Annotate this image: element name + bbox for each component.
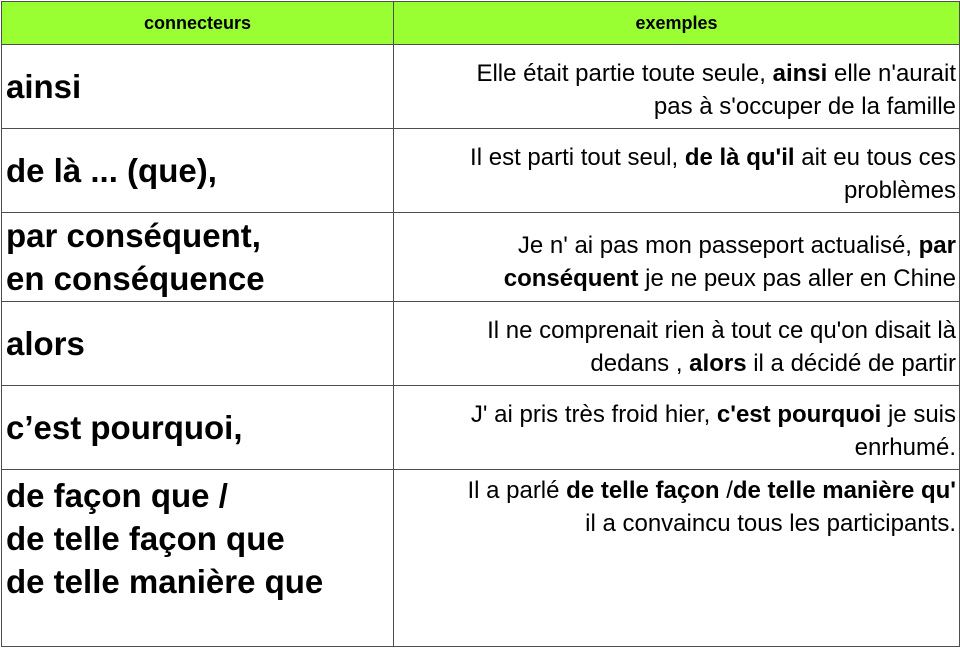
connector-term [2, 386, 394, 470]
connector-highlight: ainsi [772, 60, 828, 87]
connector-highlight: conséquent [503, 265, 639, 292]
example-sentence [394, 45, 960, 129]
example-text: je ne peux pas aller en Chine [638, 265, 956, 292]
term-line: alors [6, 325, 85, 362]
example-text: il a convaincu tous les participants. [585, 510, 956, 537]
connector-highlight: de là qu'il [684, 144, 795, 171]
example-line [402, 229, 956, 262]
example-line [402, 262, 956, 295]
example-line [402, 398, 956, 431]
term-line: c’est pourquoi, [6, 409, 243, 446]
table-row [2, 213, 960, 302]
example-text: pas à s'occuper de la famille [653, 93, 956, 120]
table-row [2, 302, 960, 386]
example-sentence [394, 386, 960, 470]
example-line [402, 347, 956, 380]
example-sentence [394, 470, 960, 647]
table-row [2, 45, 960, 129]
example-text: Il est parti tout seul, [470, 144, 685, 171]
example-text: J' ai pris très froid hier, [470, 401, 717, 428]
connector-term [2, 45, 394, 129]
connector-term [2, 213, 394, 302]
example-sentence [394, 302, 960, 386]
example-line [402, 174, 956, 207]
example-line [402, 474, 956, 507]
example-line [402, 141, 956, 174]
example-line [402, 507, 956, 540]
example-text: Il a parlé [467, 477, 567, 504]
connectors-table [1, 1, 960, 647]
header-exemples: exemples [394, 2, 960, 45]
term-line: par conséquent, [6, 217, 261, 254]
table-row [2, 386, 960, 470]
example-text: Je n' ai pas mon passeport actualisé, [517, 232, 919, 259]
connector-highlight: par [918, 232, 956, 259]
connector-term [2, 302, 394, 386]
example-text: Elle était partie toute seule, [476, 60, 773, 87]
example-text: problèmes [843, 177, 956, 204]
example-line [402, 90, 956, 123]
example-text: il a décidé de partir [746, 350, 956, 377]
term-line: ainsi [6, 68, 82, 105]
term-line: en conséquence [6, 260, 265, 297]
header-connecteurs: connecteurs [2, 2, 394, 45]
connector-term [2, 129, 394, 213]
term-line: de là ... (que), [6, 152, 217, 189]
example-text: dedans , [590, 350, 690, 377]
example-line [402, 314, 956, 347]
example-text: je suis [881, 401, 956, 428]
example-text: Il ne comprenait rien à tout ce qu'on disait là [487, 317, 956, 344]
example-text: ait eu tous ces [794, 144, 956, 171]
term-line: de façon que / [6, 477, 228, 514]
example-text: elle n'aurait [827, 60, 956, 87]
connector-highlight: de telle manière qu' [732, 477, 956, 504]
example-text: enrhumé. [854, 434, 956, 461]
term-line: de telle manière que [6, 563, 324, 600]
connector-highlight: c'est pourquoi [716, 401, 882, 428]
term-line: de telle façon que [6, 520, 285, 557]
example-sentence [394, 129, 960, 213]
example-sentence [394, 213, 960, 302]
example-text: / [719, 477, 733, 504]
connector-highlight: alors [689, 350, 747, 377]
example-line [402, 431, 956, 464]
connector-highlight: de telle façon [566, 477, 720, 504]
table-row [2, 129, 960, 213]
header-row [2, 2, 960, 45]
example-line [402, 57, 956, 90]
connector-term [2, 470, 394, 647]
table-row [2, 470, 960, 647]
